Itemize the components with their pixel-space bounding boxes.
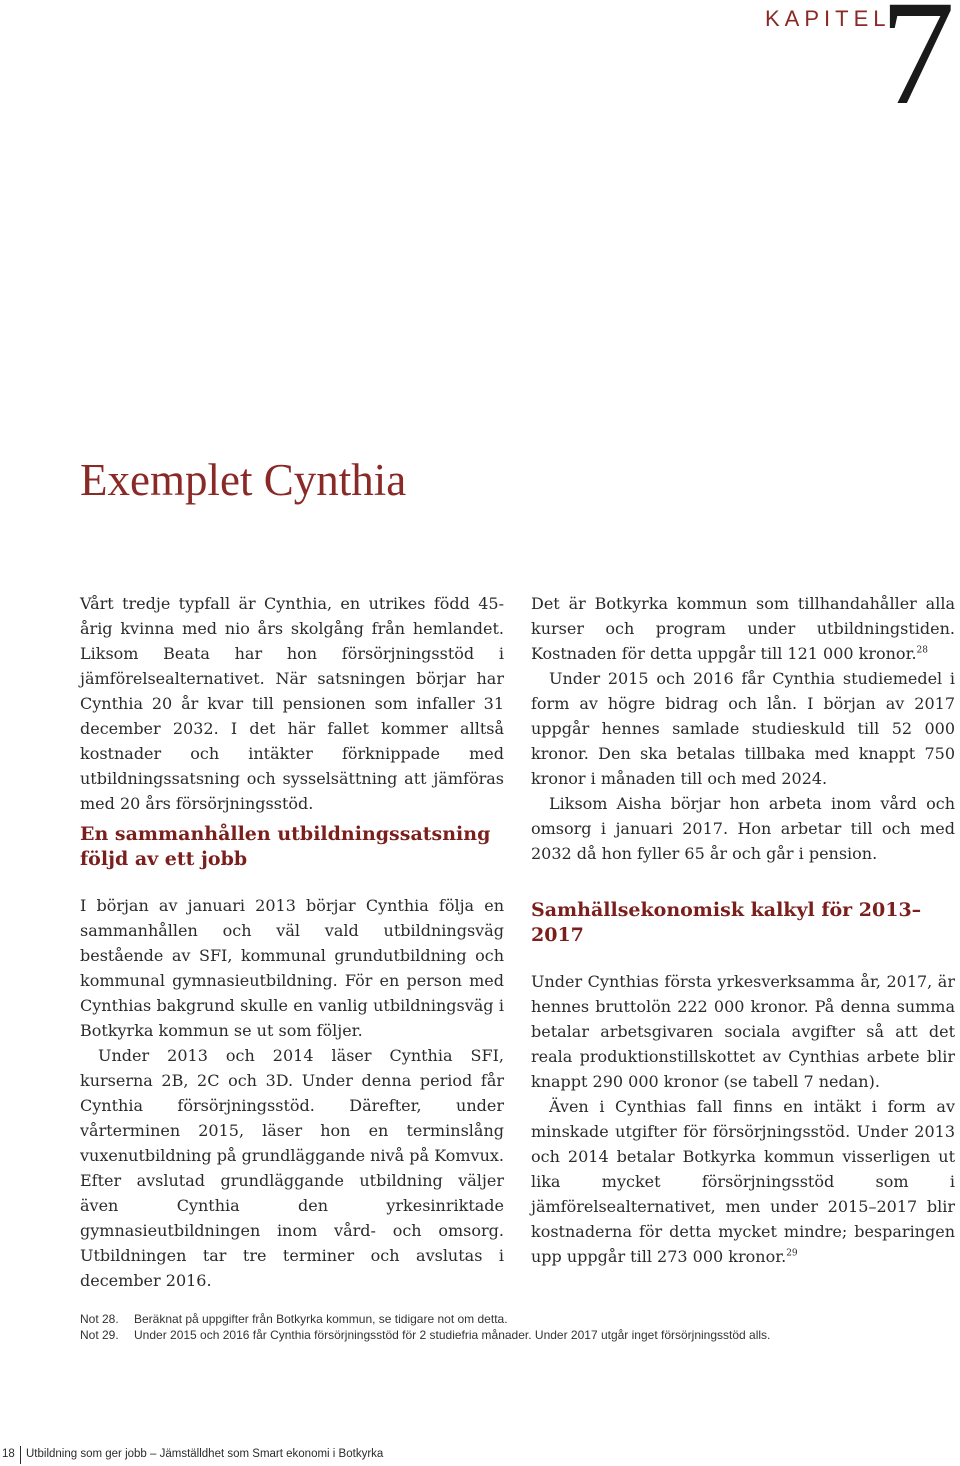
page-title: Exemplet Cynthia [80,455,407,505]
chapter-label: KAPITEL [765,6,891,31]
section-heading-kalkyl: Samhällsekonomisk kalkyl för 2013–2017 [531,899,922,946]
paragraph: Under Cynthias första yrkesverksamma år, 2017, är hennes bruttolön 222 000 kronor. På denna summa betalar arbetsgivaren sociala avgifter så att det reala produktionstillskottet av Cynthias arbete blir knappt 290 000 kronor (se tabell 7 nedan). [531,972,955,1091]
footnote-ref-29: 29 [786,1248,798,1259]
intro-paragraph: Vårt tredje typfall är Cynthia, en utrikes född 45-årig kvinna med nio års skolgång från hemlandet. Liksom Beata har hon försörjningsstöd i jämförelsealternativet. När satsningen börjar har Cynthia 20 år kvar till pensionen som infaller 31 december 2032. I det här fallet kommer alltså kostnader och intäkter förknippade med utbildningssatsning och sysselsättning att jämföras med 20 års försörjningsstöd. [80,594,504,813]
right-column [531,591,955,866]
chapter-number: 7 [880,0,955,136]
left-heading-block [80,822,504,872]
right-heading-block [531,898,931,948]
left-body-block [80,893,504,1293]
footnote-28: Not 28. Beräknat på uppgifter från Botkyrka kommun, se tidigare not om detta. [80,1312,508,1326]
section-heading-utbildning: En sammanhållen utbildningssatsning följd av ett jobb [80,823,491,870]
running-title: Utbildning som ger jobb – Jämställdhet som Smart ekonomi i Botkyrka [26,1448,384,1460]
paragraph: Under 2013 och 2014 läser Cynthia SFI, kurserna 2B, 2C och 3D. Under denna period får Cynthia försörjningsstöd. Därefter, under vårterminen 2015, läser hon en terminslång vuxenutbildning på grundläggande nivå på Komvux. Efter avslutad grundläggande utbildning väljer även Cynthia den yrkesinriktade gymnasieutbildningen inom vård- och omsorg. Utbildningen tar tre terminer och avslutas i december 2016. [80,1046,504,1290]
paragraph: Under 2015 och 2016 får Cynthia studiemedel i form av högre bidrag och lån. I början av 2017 uppgår hennes samlade studieskuld till 52 000 kronor. Den ska betalas tillbaka med knappt 750 kronor i månaden till och med 2024. [531,669,955,788]
page-number: 18 [2,1448,15,1460]
footnote-29: Not 29. Under 2015 och 2016 får Cynthia försörjningsstöd för 2 studiefria månader. Under 2017 utgår inget försörjningsstöd alls. [80,1328,771,1342]
footnotes [80,1311,940,1343]
paragraph: Även i Cynthias fall finns en intäkt i form av minskade utgifter för försörjningsstöd. Under 2013 och 2014 betalar Botkyrka kommun visserligen ut lika mycket försörjningsstöd som i jämförelsealternativet, men under 2015–2017 blir kostnaderna för detta mycket mindre; besparingen upp uppgår till 273 000 kronor.$^{29}$ [531,1097,955,1266]
page-footer [0,1448,480,1466]
footnote-ref-28: 28 [916,645,928,656]
paragraph: Det är Botkyrka kommun som tillhandahåller alla kurser och program under utbildningstiden. Kostnaden för detta uppgår till 121 000 kronor.$^{28}$ [531,594,955,663]
left-column [80,591,504,816]
right-body-block [531,969,955,1269]
footer-divider [20,1446,21,1464]
paragraph: Liksom Aisha börjar hon arbeta inom vård och omsorg i januari 2017. Hon arbetar till och med 2032 då hon fyller 65 år och går i pension. [531,794,955,863]
paragraph: I början av januari 2013 börjar Cynthia följa en sammanhållen och väl vald utbildningsväg bestående av SFI, kommunal grundutbildning och kommunal gymnasieutbildning. För en person med Cynthias bakgrund skulle en vanlig utbildningsväg i Botkyrka kommun se ut som följer. [80,896,504,1040]
